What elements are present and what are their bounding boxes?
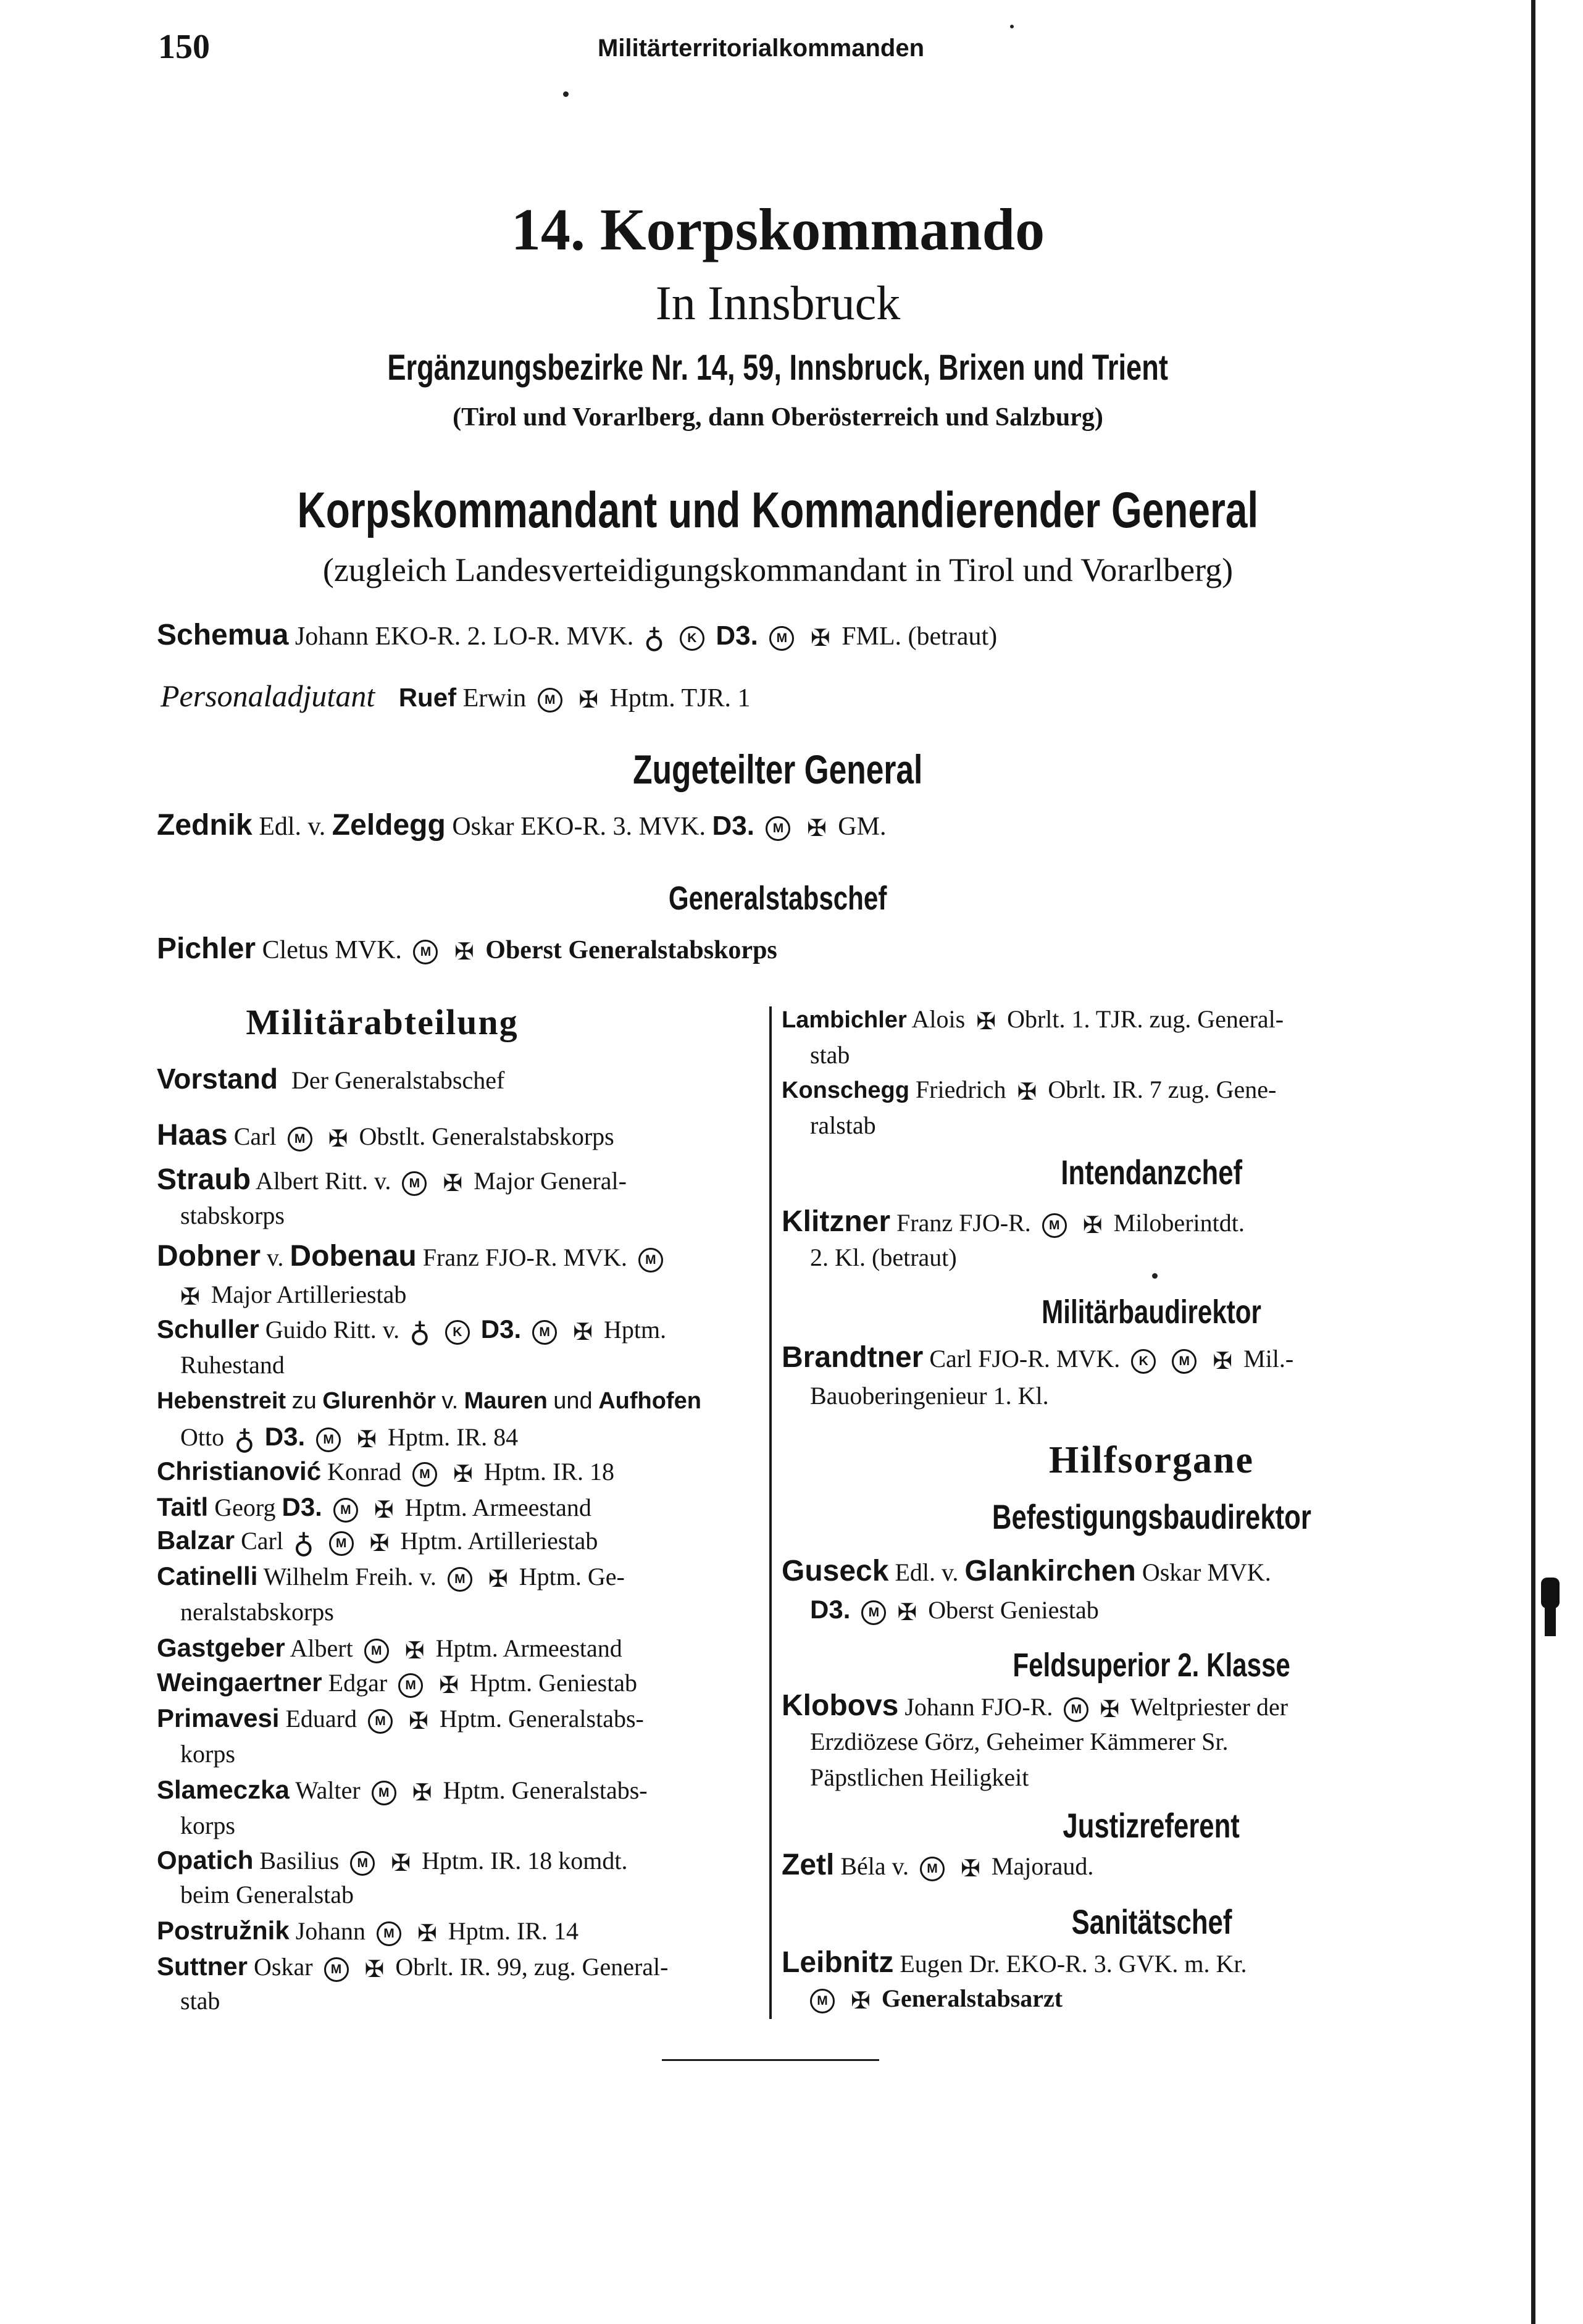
name-suttner: Suttner	[157, 1952, 248, 1981]
entry-guseck	[782, 1553, 1271, 1590]
first-name: Oskar	[254, 1953, 313, 1981]
name-particle: Edl. v.	[259, 813, 326, 841]
entry-slameczka	[157, 1772, 648, 1811]
medal-m-icon: M	[372, 1781, 396, 1805]
adjutant-label: Personaladjutant	[161, 679, 375, 713]
d3-badge: D3.	[264, 1422, 306, 1451]
schuller-continuation: Ruhestand	[180, 1351, 285, 1379]
first-name: Alois	[911, 1005, 966, 1033]
cross-icon: ✠	[488, 1566, 508, 1592]
first-name: Walter	[295, 1776, 361, 1804]
name-particle: v.	[441, 1388, 459, 1414]
hebenstreit-continuation	[180, 1419, 518, 1458]
cross-icon: ✠	[806, 816, 827, 842]
medal-m-icon: M	[861, 1600, 886, 1625]
entry-schuller	[157, 1311, 666, 1350]
medal-m-icon: M	[1064, 1697, 1088, 1722]
rank: Obrlt. 1. TJR. zug. General-	[1007, 1005, 1284, 1033]
konschegg-continuation: ralstab	[810, 1111, 876, 1139]
name-aufhofen: Aufhofen	[598, 1388, 701, 1414]
entry-haas	[157, 1118, 614, 1157]
first-name: Johann	[295, 1917, 366, 1945]
rank: Hptm. Generalstabs-	[439, 1705, 644, 1733]
d3-badge: D3.	[712, 811, 754, 841]
ribbon-icon: ♁	[293, 1527, 314, 1559]
first-name: Franz FJO-R. MVK.	[422, 1244, 627, 1271]
first-name: Friedrich	[915, 1076, 1006, 1103]
rank: FML. (betraut)	[842, 622, 998, 651]
cross-icon: ✠	[369, 1530, 390, 1557]
rank: Oberst Geniestab	[928, 1596, 1099, 1624]
name-catinelli: Catinelli	[157, 1561, 258, 1590]
name-mauren: Mauren	[464, 1388, 548, 1414]
medal-m-icon: M	[412, 1462, 437, 1487]
cross-icon: ✠	[851, 1988, 871, 2014]
rank: Hptm.	[603, 1316, 667, 1344]
cross-icon: ✠	[180, 1284, 200, 1310]
medal-m-icon: M	[377, 1921, 401, 1946]
first-name: Erwin	[462, 684, 527, 713]
entry-vorstand	[157, 1061, 504, 1098]
cross-icon: ✠	[364, 1956, 385, 1983]
entry-opatich	[157, 1842, 627, 1881]
suttner-continuation: stab	[180, 1987, 220, 2015]
entry-pichler	[157, 931, 777, 970]
name-haas: Haas	[157, 1119, 228, 1152]
name-balzar: Balzar	[157, 1526, 235, 1555]
rank: Oberst Generalstabskorps	[485, 936, 777, 964]
name-leibnitz: Leibnitz	[782, 1946, 894, 1979]
intendanzchef-heading: Intendanzchef	[1061, 1153, 1242, 1192]
name-particle: Edl. v.	[895, 1558, 959, 1586]
cross-icon: ✠	[961, 1855, 980, 1882]
militaerbaudirektor-heading: Militärbaudirektor	[1042, 1294, 1261, 1331]
medal-m-icon: M	[333, 1498, 358, 1523]
medal-m-icon: M	[1042, 1213, 1067, 1238]
name-hebenstreit: Hebenstreit	[157, 1388, 286, 1414]
rank: Hptm. Armeestand	[435, 1634, 622, 1662]
speck	[1152, 1273, 1158, 1279]
entry-brandtner	[782, 1340, 1293, 1379]
entry-postruznik	[157, 1913, 578, 1952]
entry-konschegg	[782, 1072, 1276, 1110]
vorstand-label: Vorstand	[157, 1063, 278, 1095]
name-slameczka: Slameczka	[157, 1775, 290, 1804]
d3-badge: D3.	[282, 1492, 322, 1521]
guseck-continuation	[810, 1592, 1099, 1631]
first-name: Carl FJO-R. MVK.	[929, 1345, 1121, 1373]
bottom-rule	[662, 2059, 879, 2061]
entry-klobovs	[782, 1688, 1288, 1728]
name-glurenhoer: Glurenhör	[322, 1388, 436, 1414]
ribbon-icon: ♁	[234, 1423, 255, 1455]
entry-klitzner	[782, 1204, 1245, 1244]
entry-primavesi	[157, 1700, 644, 1739]
cross-icon: ✠	[454, 939, 474, 966]
catinelli-continuation: neralstabskorps	[180, 1598, 334, 1626]
medal-m-icon: M	[769, 626, 794, 651]
first-name: Béla v.	[840, 1852, 909, 1880]
name-zeldegg: Zeldegg	[332, 809, 446, 842]
medal-m-icon: M	[329, 1531, 354, 1556]
leibnitz-continuation	[810, 1981, 1063, 2019]
page-title: 14. Korpskommando	[511, 196, 1045, 262]
name-primavesi: Primavesi	[157, 1703, 280, 1733]
first-name: Franz FJO-R.	[896, 1209, 1031, 1237]
commander-subheading: (zugleich Landesverteidigungskommandant in Tirol und Vorarlberg)	[322, 551, 1234, 588]
first-name: Konrad	[327, 1458, 402, 1486]
rank: Hptm. Armeestand	[404, 1494, 591, 1521]
entry-balzar	[157, 1523, 598, 1561]
cross-icon: ✠	[328, 1126, 348, 1152]
decorations: MVK.	[335, 936, 402, 964]
name-lambichler: Lambichler	[782, 1007, 907, 1033]
cross-icon: ✠	[409, 1708, 428, 1734]
rank: Major General-	[474, 1167, 627, 1195]
lambichler-continuation: stab	[810, 1041, 850, 1069]
justizreferent-heading: Justizreferent	[1063, 1806, 1240, 1845]
rank: Hptm. Generalstabs-	[443, 1776, 648, 1804]
name-schuller: Schuller	[157, 1315, 259, 1344]
rank: Hptm. IR. 18	[483, 1458, 615, 1486]
name-brandtner: Brandtner	[782, 1341, 924, 1374]
rank: Obrlt. IR. 7 zug. Gene-	[1048, 1076, 1277, 1103]
medal-m-icon: M	[398, 1673, 423, 1698]
running-title: Militärterritorialkommanden	[598, 35, 925, 62]
medal-m-icon: M	[364, 1639, 389, 1663]
cross-icon: ✠	[357, 1426, 377, 1453]
medal-k-icon: K	[680, 626, 704, 651]
medal-m-icon: M	[538, 688, 562, 713]
medal-m-icon: M	[316, 1427, 341, 1452]
medal-m-icon: M	[766, 816, 790, 841]
assigned-general-heading: Zugeteilter General	[633, 746, 923, 792]
medal-k-icon: K	[1131, 1349, 1156, 1374]
first-name: Albert Ritt. v.	[255, 1167, 391, 1195]
entry-catinelli	[157, 1558, 625, 1597]
medal-m-icon: M	[413, 940, 438, 964]
first-name: Eduard	[285, 1705, 357, 1733]
name-schemua: Schemua	[157, 619, 289, 651]
name-straub: Straub	[157, 1163, 251, 1196]
scan-edge-mark-lower	[1545, 1581, 1556, 1636]
first-name: Edgar	[328, 1669, 388, 1697]
entry-hebenstreit	[157, 1383, 701, 1419]
first-name: Johann FJO-R.	[904, 1693, 1053, 1721]
opatich-continuation: beim Generalstab	[180, 1881, 354, 1908]
name-christianovic: Christianović	[157, 1457, 322, 1486]
rank: Weltpriester der	[1130, 1693, 1289, 1721]
klobovs-continuation-2: Päpstlichen Heiligkeit	[810, 1763, 1029, 1791]
entry-leibnitz	[782, 1945, 1247, 1982]
medal-m-icon: M	[638, 1248, 663, 1273]
sanitaetschef-heading: Sanitätschef	[1071, 1902, 1232, 1941]
name-guseck: Guseck	[782, 1555, 889, 1587]
cross-icon: ✠	[404, 1637, 425, 1664]
page-number: 150	[158, 28, 210, 66]
entry-gastgeber	[157, 1630, 622, 1669]
cross-icon: ✠	[976, 1008, 996, 1035]
first-name: Oskar MVK.	[1142, 1558, 1271, 1586]
hilfsorgane-heading: Hilfsorgane	[1049, 1439, 1254, 1481]
name-konschegg: Konschegg	[782, 1077, 909, 1103]
first-name: Albert	[290, 1634, 353, 1662]
name-klitzner: Klitzner	[782, 1205, 891, 1238]
medal-m-icon: M	[368, 1709, 393, 1734]
rank: Hptm. IR. 14	[448, 1917, 578, 1945]
primavesi-continuation: korps	[180, 1740, 235, 1768]
rank: Mil.-	[1243, 1345, 1294, 1373]
name-glankirchen: Glankirchen	[964, 1555, 1136, 1587]
straub-continuation: stabskorps	[180, 1202, 285, 1229]
cross-icon: ✠	[810, 625, 830, 652]
first-name: Johann	[294, 622, 369, 651]
entry-zetl	[782, 1847, 1093, 1887]
befestigungsbaudirektor-heading: Befestigungsbaudirektor	[992, 1497, 1311, 1536]
medal-m-icon: M	[810, 1989, 835, 2013]
speck	[1010, 25, 1014, 28]
name-dobner: Dobner	[157, 1240, 261, 1273]
dobner-continuation	[180, 1277, 406, 1315]
cross-icon: ✠	[412, 1779, 432, 1806]
chief-of-staff-heading: Generalstabschef	[669, 880, 887, 917]
rank: Hptm. Artilleriestab	[400, 1527, 598, 1555]
entry-weingaertner	[157, 1665, 637, 1703]
cross-icon: ✠	[1017, 1079, 1037, 1105]
entry-suttner	[157, 1949, 668, 1988]
entry-personaladjutant	[161, 678, 751, 718]
name-particle: v.	[267, 1244, 284, 1271]
name-opatich: Opatich	[157, 1845, 254, 1875]
rank: Hptm. IR. 84	[387, 1423, 519, 1451]
first-name: Carl	[233, 1122, 277, 1150]
rank: Hptm. TJR. 1	[609, 684, 751, 713]
first-name: Wilhelm Freih. v.	[263, 1563, 436, 1590]
entry-schemua	[157, 617, 997, 656]
medal-m-icon: M	[350, 1851, 375, 1876]
name-particle: zu	[291, 1388, 317, 1414]
d3-badge: D3.	[480, 1315, 522, 1344]
first-name: Carl	[241, 1527, 283, 1555]
name-dobenau: Dobenau	[290, 1240, 417, 1273]
medal-m-icon: M	[448, 1567, 472, 1592]
entry-zednik	[157, 808, 886, 846]
rank: Majoraud.	[991, 1852, 1094, 1880]
first-name: Eugen Dr. EKO-R. 3. GVK. m. Kr.	[900, 1950, 1247, 1978]
cross-icon: ✠	[439, 1672, 459, 1699]
cross-icon: ✠	[417, 1920, 437, 1947]
ribbon-icon: ♁	[409, 1316, 430, 1348]
first-name: Guido Ritt. v.	[265, 1316, 400, 1344]
ribbon-icon: ♁	[643, 622, 665, 654]
rank: Major Artilleriestab	[211, 1281, 407, 1308]
cross-icon: ✠	[391, 1850, 411, 1876]
rank: Hptm. IR. 18 komdt.	[422, 1847, 628, 1875]
vorstand-value: Der Generalstabschef	[291, 1066, 505, 1094]
slameczka-continuation: korps	[180, 1812, 235, 1839]
d3-badge: D3.	[810, 1595, 851, 1624]
name-gastgeber: Gastgeber	[157, 1633, 285, 1662]
medal-m-icon: M	[532, 1320, 557, 1345]
rank: Obrlt. IR. 99, zug. General-	[395, 1953, 669, 1981]
entry-christianovic	[157, 1453, 614, 1492]
first-name: Basilius	[259, 1847, 340, 1875]
brandtner-continuation: Bauoberingenieur 1. Kl.	[810, 1382, 1049, 1410]
regions-line: (Tirol und Vorarlberg, dann Oberösterreich und Salzburg)	[453, 403, 1103, 432]
cross-icon: ✠	[1082, 1212, 1103, 1239]
first-name: Cletus	[262, 936, 328, 964]
entry-dobner	[157, 1239, 668, 1276]
decorations: EKO-R. 2. LO-R. MVK.	[375, 622, 634, 651]
medal-m-icon: M	[920, 1857, 945, 1881]
name-pichler: Pichler	[157, 932, 256, 965]
conjunction: und	[553, 1388, 593, 1414]
rank: Hptm. Geniestab	[470, 1669, 638, 1697]
rank: Miloberintdt.	[1113, 1209, 1245, 1237]
name-ruef: Ruef	[398, 683, 457, 712]
cross-icon: ✠	[1213, 1348, 1233, 1374]
medal-k-icon: K	[445, 1320, 470, 1345]
commander-heading: Korpskommandant und Kommandierender General	[297, 482, 1259, 538]
feldsuperior-heading: Feldsuperior 2. Klasse	[1013, 1647, 1290, 1684]
rank: Obstlt. Generalstabskorps	[359, 1122, 614, 1150]
speck	[563, 91, 569, 97]
klitzner-continuation: 2. Kl. (betraut)	[810, 1244, 957, 1271]
medal-m-icon: M	[402, 1171, 427, 1196]
rank: Generalstabsarzt	[881, 1984, 1063, 2012]
cross-icon: ✠	[453, 1461, 473, 1487]
entry-straub	[157, 1162, 627, 1202]
decorations: EKO-R. 3. MVK.	[520, 813, 706, 841]
name-klobovs: Klobovs	[782, 1689, 899, 1722]
first-name: Oskar	[452, 813, 514, 841]
first-name: Otto	[180, 1423, 225, 1451]
name-postruznik: Postružnik	[157, 1916, 290, 1945]
medal-m-icon: M	[1172, 1349, 1197, 1374]
d3-badge: D3.	[716, 621, 758, 651]
medal-m-icon: M	[288, 1127, 312, 1152]
cross-icon: ✠	[374, 1497, 394, 1523]
city-subtitle: In Innsbruck	[655, 276, 901, 330]
cross-icon: ✠	[573, 1319, 593, 1345]
cross-icon: ✠	[443, 1170, 463, 1197]
name-zednik: Zednik	[157, 809, 253, 842]
rank: Hptm. Ge-	[519, 1563, 625, 1590]
name-weingaertner: Weingaertner	[157, 1668, 322, 1697]
districts-line: Ergänzungsbezirke Nr. 14, 59, Innsbruck, Brixen und Trient	[387, 348, 1169, 388]
klobovs-continuation: Erzdiözese Görz, Geheimer Kämmerer Sr.	[810, 1728, 1229, 1755]
militaerabteilung-heading: Militärabteilung	[246, 1002, 519, 1042]
name-zetl: Zetl	[782, 1849, 835, 1881]
cross-icon: ✠	[1100, 1696, 1120, 1723]
rank: GM.	[838, 813, 887, 841]
name-taitl: Taitl	[157, 1492, 209, 1521]
entry-lambichler	[782, 1001, 1284, 1040]
first-name: Georg	[214, 1494, 276, 1521]
medal-m-icon: M	[324, 1957, 349, 1982]
cross-icon: ✠	[897, 1599, 917, 1626]
cross-icon: ✠	[578, 687, 599, 714]
